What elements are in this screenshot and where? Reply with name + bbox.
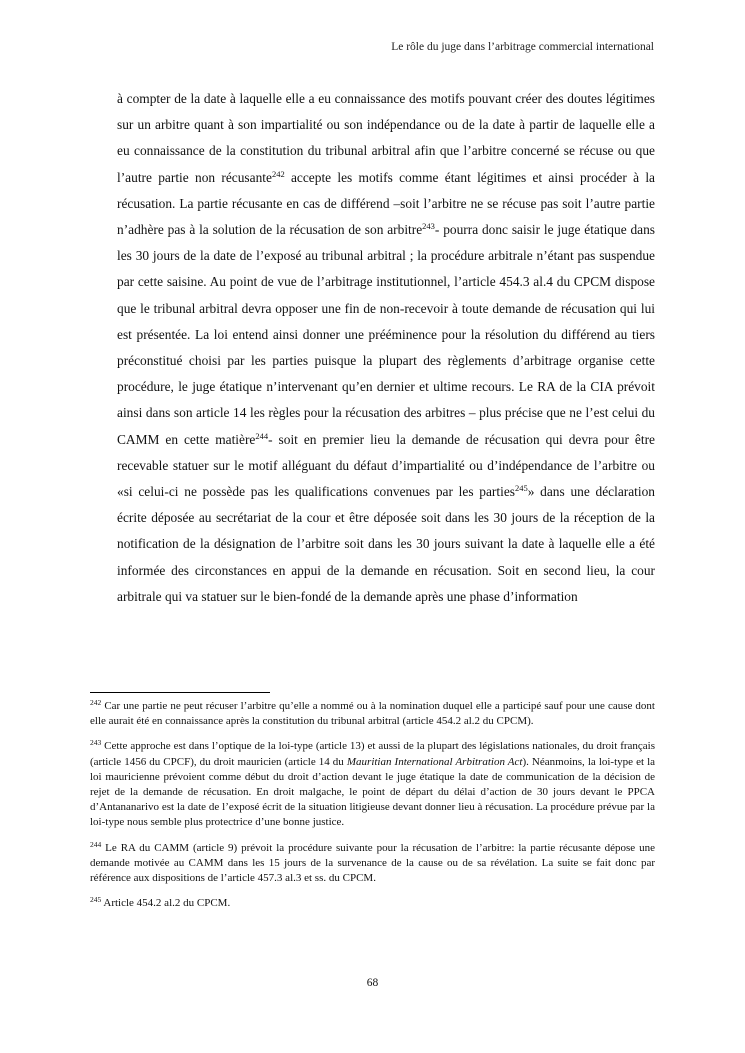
footnote-ref[interactable]: 245 (514, 483, 528, 494)
footnote-ref[interactable]: 242 (271, 168, 285, 179)
page-number: 68 (366, 977, 379, 989)
footnote-text: Le RA du CAMM (article 9) prévoit la procédure suivante pour la récusation de l’arbitre: la partie récusante dépose une demande motivée au CAMM dans les 15 jours de la survenance de la cause ou de sa révélation. La suite se fait donc par référence aux dispositions de l’article 457.3 al.3 et ss. du CPCM. (90, 841, 655, 885)
footnote-number: 243 (90, 738, 102, 748)
footnote (90, 699, 655, 729)
footnote-text: Cette approche est dans l’optique de la loi-type (article 13) et aussi de la plupart des législations nationales, du droit français (article 1456 du CPCF), du droit mauricien (article 14 du (90, 740, 655, 768)
footnote-number: 244 (90, 839, 102, 849)
text-segment: » dans une déclaration écrite déposée au secrétariat de la cour et être déposée soit dans les 30 jours de la réception de la notification de la désignation de l’arbitre soit dans les 30 jours suivant la date à laquelle elle a été informée des circonstances en appui de la demande en récusation. Soit en second lieu, la cour arbitrale qui va statuer sur le bien-fondé de la demande après une phase d’information (117, 484, 655, 604)
footnote-number: 245 (90, 895, 102, 905)
footnote-separator (90, 692, 270, 693)
footnote (90, 896, 655, 911)
footnote-italic-title: Mauritian International Arbitration Act (346, 755, 523, 768)
footnote-ref[interactable]: 244 (255, 430, 269, 441)
footnote-text: Car une partie ne peut récuser l’arbitre qu’elle a nommé ou à la nomination duquel elle a participé sauf pour une cause dont elle aurait été en connaissance après la constitution du tribunal arbitral (article 454.2 al.2 du CPCM). (90, 700, 655, 728)
footnote-number: 242 (90, 698, 102, 707)
footnote (90, 841, 655, 887)
main-text (117, 86, 655, 610)
text-segment: - soit en premier lieu la demande de récusation qui devra pour être recevable statuer sur le motif alléguant du défaut d’impartialité ou d’indépendance de l’arbitre ou «si celui-ci ne possède pas les qualifications convenues par les parties (117, 431, 655, 500)
paragraph (117, 86, 655, 610)
text-segment: accepte les motifs comme étant légitimes et ainsi procéder à la récusation. La partie récusante en cas de différend –soit l’arbitre ne se récuse pas soit l’autre partie n’adhère pas à la solution de la récusation de son arbitre (117, 169, 656, 238)
footnote-text: Article 454.2 al.2 du CPCM. (101, 897, 231, 910)
text-segment: - pourra donc saisir le juge étatique dans les 30 jours de la date de l’exposé au tribunal arbitral ; la procédure arbitrale n’étant pas suspendue par cette saisine. Au point de vue de l’arbitrage institutionnel, l’article 454.3 al.4 du CPCM dispose que le tribunal arbitral devra opposer une fin de non-recevoir à toute demande de récusation qui lui est présentée. La loi entend ainsi donner une prééminence pour la résolution du différend au tiers préconstitué choisi par les parties puisque la plupart des règlements d’arbitrage organise cette procédure, le juge étatique n’intervenant qu’en dernier et ultime recours. Le RA de la CIA prévoit ainsi dans son article 14 les règles pour la récusation des arbitres – plus précise que ne l’est celui du CAMM en cette matière (117, 222, 656, 447)
footnotes (90, 699, 655, 921)
text-segment: à compter de la date à laquelle elle a eu connaissance des motifs pouvant créer des doutes légitimes sur un arbitre quant à son impartialité ou son indépendance ou de la date à partir de laquelle elle a eu connaissance de la constitution du tribunal arbitral afin que l’arbitre concerné se récuse ou que l’autre partie non récusante (117, 91, 655, 185)
running-header: Le rôle du juge dans l’arbitrage commercial international (391, 41, 654, 53)
footnote-text: ). Néanmoins, la loi-type et la loi mauricienne prévoient comme début du droit d’action devant le juge étatique la date de communication de la décision de rejet de la demande de récusation. En droit malgache, le point de départ du délai d’action de 30 jours devant le PPCA d’Antananarivo est la date de l’exposé écrit de la situation litigieuse devant donner lieu à récusation. La procédure prévue par la loi-type nous semble plus protectrice d’une bonne justice. (90, 755, 656, 829)
footnote (90, 739, 655, 830)
footnote-ref[interactable]: 243 (422, 221, 435, 232)
